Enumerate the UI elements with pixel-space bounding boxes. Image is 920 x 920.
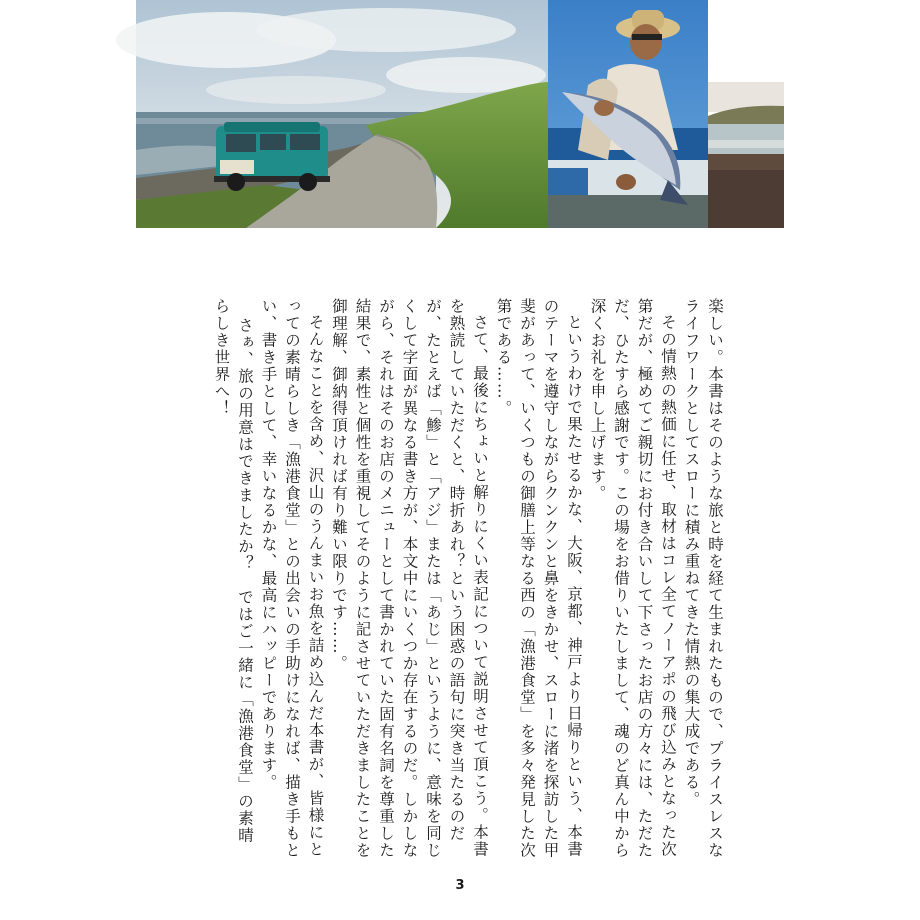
paragraph-5: そんなことを含め、沢山のうんまいお魚を詰め込んだ本書が、皆様にとっての素晴らしき「漁港食堂」との出会いの手助けになれば、描き手もとい、書き手として、幸いなるかな、最高にハッピーであります。 [259,298,325,859]
road-photo [136,0,548,228]
beach-photo [708,0,784,228]
page-number: 3 [455,878,465,893]
paragraph-1: 楽しい。本書はそのような旅と時を経て生まれたもので、プライスレスなライフワークとしてスローに積み重ねてきた情熱の集大成である。 [682,298,724,859]
paragraph-2: その情熱の熱価に任せ、取材はコレ全てノーアポの飛び込みとなった次第だが、極めてご親切にお付き合いして下さったお店の方々には、ただただ、ひたすら感謝です。この場をお借りいたしまして、魂のど真ん中から深くお礼を申し上げます。 [588,298,677,859]
paragraph-3: というわけで果たせるかな、大阪、京都、神戸より日帰りという、本書のテーマを遵守しながらクンクンと鼻をきかせ、スローに渚を探訪した甲斐があって、いくつもの御膳上等なる西の「漁港食堂」を多々発見した次第である……。 [494,298,583,859]
body-text [212,298,726,860]
fisherman-photo [548,0,708,228]
paragraph-4: さて、最後にちょいと解りにくい表記について説明させて頂こう。本書を熟読していただくと、時折あれ？という困惑の語句に突き当たるのだが、たとえば「鯵」と「アジ」または「あじ」というように、意味を同じくして字面が異なる書き方が、本文中にいくつか存在するのだ。しかしながら、それはそのお店のメニューとして書かれていた固有名詞を尊重した結果で、素性と個性を重視してそのように記させていただきましたことを御理解、御納得頂ければ有り難い限りです……。 [330,298,489,859]
photo-strip [136,0,784,228]
paragraph-6: さぁ、旅の用意はできましたか？ ではご一緒に「漁港食堂」の素晴らしき世界へ！ [212,298,254,844]
